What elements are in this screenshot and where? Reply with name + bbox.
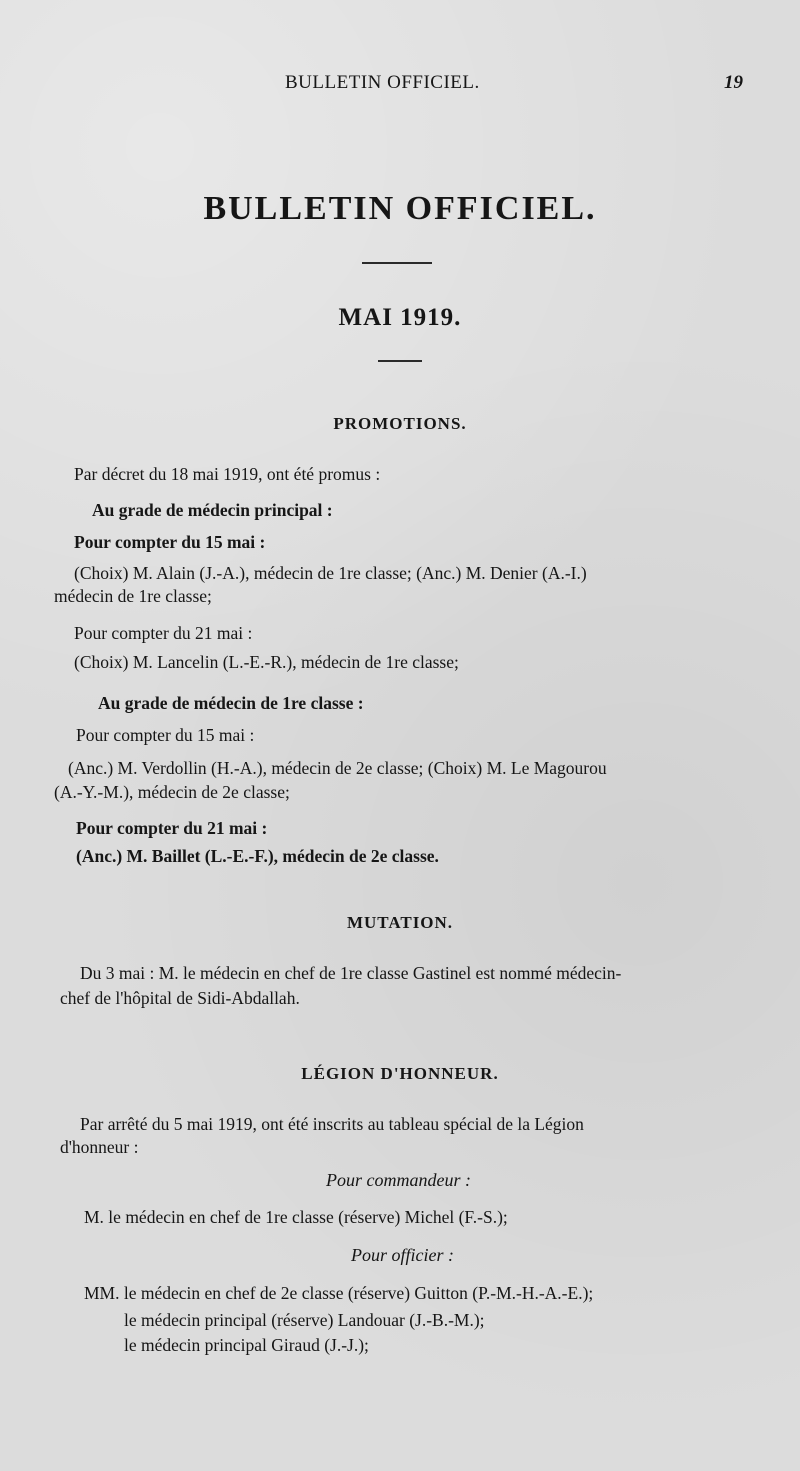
promotion-entry-cont: (A.-Y.-M.), médecin de 2e classe; <box>54 782 290 802</box>
promotion-date: Pour compter du 15 mai : <box>74 532 266 552</box>
date-heading: MAI 1919. <box>338 304 462 331</box>
officier-entry: MM. le médecin en chef de 2e classe (réserve) Guitton (P.-M.-H.-A.-E.); <box>84 1283 594 1303</box>
promotion-entry: (Anc.) M. Baillet (L.-E.-F.), médecin de 2e classe. <box>76 846 439 866</box>
promotion-entry: (Choix) M. Alain (J.-A.), médecin de 1re classe; (Anc.) M. Denier (A.-I.) <box>74 563 587 583</box>
mutation-text: Du 3 mai : M. le médecin en chef de 1re classe Gastinel est nommé médecin- <box>80 963 622 983</box>
date-divider <box>378 360 422 362</box>
commandeur-entry: M. le médecin en chef de 1re classe (réserve) Michel (F.-S.); <box>84 1207 508 1227</box>
mutation-text-cont: chef de l'hôpital de Sidi-Abdallah. <box>60 988 300 1008</box>
grade-principal: Au grade de médecin principal : <box>92 500 333 520</box>
legion-heading: LÉGION D'HONNEUR. <box>301 1064 499 1083</box>
promotion-entry-cont: médecin de 1re classe; <box>54 586 212 606</box>
mutation-heading: MUTATION. <box>346 913 454 932</box>
legion-intro: Par arrêté du 5 mai 1919, ont été inscrits au tableau spécial de la Légion <box>80 1114 584 1134</box>
legion-intro-cont: d'honneur : <box>60 1137 139 1157</box>
promotion-date: Pour compter du 21 mai : <box>76 818 268 838</box>
officier-label: Pour officier : <box>351 1245 454 1265</box>
officier-entry: le médecin principal Giraud (J.-J.); <box>124 1335 369 1355</box>
promotions-intro: Par décret du 18 mai 1919, ont été promus : <box>74 464 381 484</box>
promotion-entry: (Anc.) M. Verdollin (H.-A.), médecin de 2e classe; (Choix) M. Le Magourou <box>68 758 607 778</box>
grade-first-class: Au grade de médecin de 1re classe : <box>98 693 364 713</box>
page-number: 19 <box>724 72 743 93</box>
page-title: BULLETIN OFFICIEL. <box>203 190 597 227</box>
promotion-date: Pour compter du 21 mai : <box>74 623 253 643</box>
running-head: BULLETIN OFFICIEL. <box>285 72 480 93</box>
title-divider <box>362 262 432 264</box>
promotion-date: Pour compter du 15 mai : <box>76 725 255 745</box>
commandeur-label: Pour commandeur : <box>326 1170 471 1190</box>
promotion-entry: (Choix) M. Lancelin (L.-E.-R.), médecin de 1re classe; <box>74 652 459 672</box>
officier-entry: le médecin principal (réserve) Landouar (J.-B.-M.); <box>124 1310 485 1330</box>
promotions-heading: PROMOTIONS. <box>333 414 467 433</box>
